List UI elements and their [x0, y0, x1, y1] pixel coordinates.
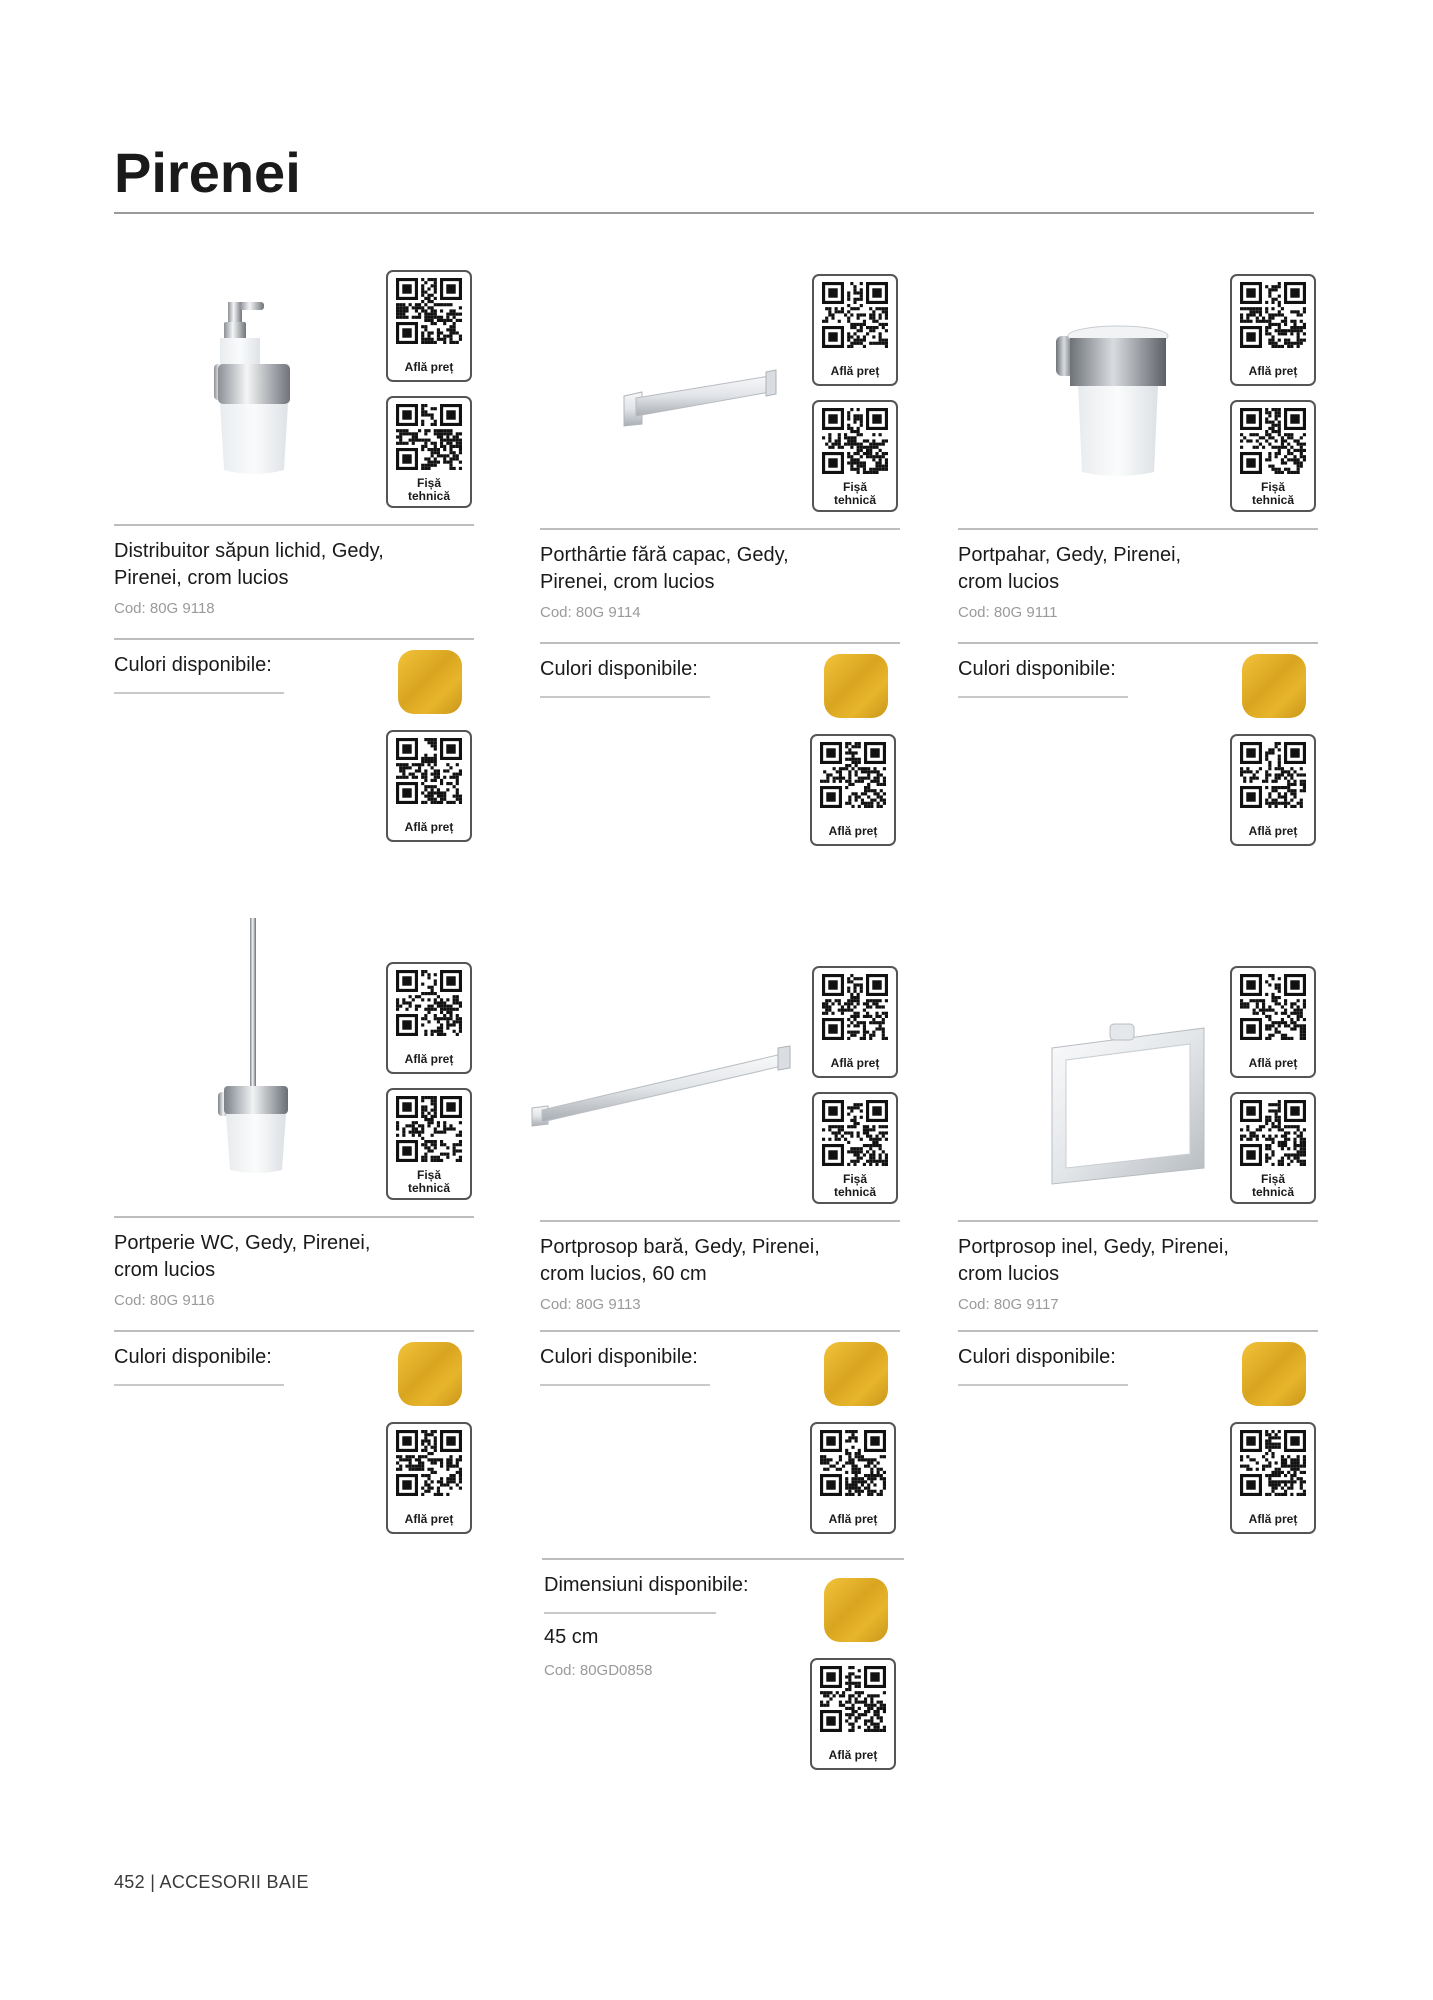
colors-underline — [114, 1384, 284, 1386]
divider — [540, 528, 900, 530]
qr-price-label: Află preț — [404, 360, 454, 374]
colors-underline — [114, 692, 284, 694]
qr-code-icon — [1240, 282, 1306, 348]
qr-code-icon — [396, 1096, 462, 1162]
qr-price-label: Află preț — [828, 1512, 878, 1526]
gold-color-swatch[interactable] — [824, 1578, 888, 1642]
qr-price[interactable] — [812, 966, 898, 1078]
qr-code-icon — [1240, 1100, 1306, 1166]
product-card — [540, 266, 920, 866]
divider — [958, 1220, 1318, 1222]
divider — [542, 1558, 904, 1560]
product-card — [958, 958, 1338, 1558]
qr-price[interactable] — [810, 734, 896, 846]
dimension-code: Cod: 80GD0858 — [544, 1662, 653, 1679]
toilet-brush-icon — [154, 914, 404, 1174]
qr-price-label: Află preț — [404, 1512, 454, 1526]
gold-color-swatch[interactable] — [824, 1342, 888, 1406]
divider — [540, 642, 900, 644]
qr-technical-sheet[interactable] — [812, 400, 898, 512]
page-title: Pirenei — [114, 141, 301, 204]
toilet-paper-holder-icon — [580, 276, 830, 496]
product-name: Porthârtie fără capac, Gedy, Pirenei, crom lucios — [540, 544, 789, 593]
product-name: Portprosop bară, Gedy, Pirenei, crom lucios, 60 cm — [540, 1236, 820, 1285]
colors-underline — [958, 1384, 1128, 1386]
divider — [114, 1330, 474, 1332]
qr-price-label: Află preț — [828, 1748, 878, 1762]
divider — [958, 528, 1318, 530]
qr-sheet-label: Fișă tehnică — [407, 476, 450, 503]
colors-label: Culori disponibile: — [540, 1346, 698, 1368]
qr-price[interactable] — [810, 1658, 896, 1770]
qr-code-icon — [1240, 974, 1306, 1040]
qr-price-label: Află preț — [828, 824, 878, 838]
qr-price[interactable] — [386, 962, 472, 1074]
qr-technical-sheet[interactable] — [386, 1088, 472, 1200]
colors-underline — [540, 696, 710, 698]
qr-sheet-label: Fișă tehnică — [407, 1168, 450, 1195]
qr-technical-sheet[interactable] — [812, 1092, 898, 1204]
qr-code-icon — [396, 970, 462, 1036]
qr-price-label: Află preț — [830, 1056, 880, 1070]
qr-code-icon — [1240, 1430, 1306, 1496]
product-name: Portperie WC, Gedy, Pirenei, crom lucios — [114, 1232, 371, 1281]
qr-price[interactable] — [812, 274, 898, 386]
product-card — [114, 954, 494, 1554]
qr-code-icon — [822, 974, 888, 1040]
colors-underline — [958, 696, 1128, 698]
qr-code-icon — [1240, 742, 1306, 808]
colors-underline — [540, 1384, 710, 1386]
colors-label: Culori disponibile: — [114, 654, 272, 676]
soap-dispenser-icon — [154, 272, 404, 492]
qr-price-label: Află preț — [1248, 364, 1298, 378]
qr-price[interactable] — [386, 730, 472, 842]
qr-code-icon — [822, 1100, 888, 1166]
towel-ring-icon — [998, 968, 1248, 1188]
product-card — [958, 266, 1338, 866]
colors-label: Culori disponibile: — [958, 658, 1116, 680]
product-code: Cod: 80G 9116 — [114, 1292, 215, 1309]
gold-color-swatch[interactable] — [398, 650, 462, 714]
qr-price-label: Află preț — [1248, 1512, 1298, 1526]
page-footer: 452 | ACCESORII BAIE — [114, 1872, 309, 1892]
qr-code-icon — [820, 742, 886, 808]
divider — [958, 642, 1318, 644]
qr-code-icon — [396, 738, 462, 804]
product-name: Distribuitor săpun lichid, Gedy, Pirenei, crom lucios — [114, 540, 384, 589]
qr-price-label: Află preț — [1248, 824, 1298, 838]
divider — [540, 1330, 900, 1332]
qr-code-icon — [396, 1430, 462, 1496]
qr-code-icon — [1240, 408, 1306, 474]
qr-price[interactable] — [1230, 734, 1316, 846]
divider — [114, 1216, 474, 1218]
product-name: Portprosop inel, Gedy, Pirenei, crom lucios — [958, 1236, 1229, 1285]
qr-price[interactable] — [386, 270, 472, 382]
qr-technical-sheet[interactable] — [1230, 400, 1316, 512]
title-divider — [114, 212, 1314, 214]
product-code: Cod: 80G 9113 — [540, 1296, 641, 1313]
qr-price[interactable] — [1230, 966, 1316, 1078]
dimension-value: 45 cm — [544, 1626, 599, 1648]
qr-price-label: Află preț — [830, 364, 880, 378]
qr-code-icon — [396, 278, 462, 344]
product-code: Cod: 80G 9117 — [958, 1296, 1059, 1313]
colors-label: Culori disponibile: — [958, 1346, 1116, 1368]
qr-code-icon — [820, 1666, 886, 1732]
gold-color-swatch[interactable] — [1242, 654, 1306, 718]
qr-code-icon — [820, 1430, 886, 1496]
qr-sheet-label: Fișă tehnică — [1251, 1172, 1294, 1199]
qr-price[interactable] — [386, 1422, 472, 1534]
qr-price-label: Află preț — [1248, 1056, 1298, 1070]
qr-technical-sheet[interactable] — [1230, 1092, 1316, 1204]
qr-price[interactable] — [810, 1422, 896, 1534]
qr-sheet-label: Fișă tehnică — [833, 1172, 876, 1199]
colors-label: Culori disponibile: — [540, 658, 698, 680]
product-code: Cod: 80G 9118 — [114, 600, 215, 617]
towel-bar-icon — [512, 968, 812, 1188]
qr-price[interactable] — [1230, 274, 1316, 386]
gold-color-swatch[interactable] — [1242, 1342, 1306, 1406]
qr-price-label: Află preț — [404, 1052, 454, 1066]
dimensions-label: Dimensiuni disponibile: — [544, 1574, 749, 1596]
divider — [114, 638, 474, 640]
product-card — [540, 958, 920, 1558]
qr-price-label: Află preț — [404, 820, 454, 834]
product-name: Portpahar, Gedy, Pirenei, crom lucios — [958, 544, 1182, 593]
tumbler-holder-icon — [998, 276, 1248, 496]
dimensions-underline — [544, 1612, 716, 1614]
divider — [114, 524, 474, 526]
qr-sheet-label: Fișă tehnică — [833, 480, 876, 507]
product-code: Cod: 80G 9114 — [540, 604, 641, 621]
divider — [958, 1330, 1318, 1332]
qr-technical-sheet[interactable] — [386, 396, 472, 508]
product-code: Cod: 80G 9111 — [958, 604, 1058, 621]
product-card — [114, 262, 494, 862]
qr-price[interactable] — [1230, 1422, 1316, 1534]
qr-code-icon — [822, 282, 888, 348]
divider — [540, 1220, 900, 1222]
qr-code-icon — [822, 408, 888, 474]
qr-code-icon — [396, 404, 462, 470]
gold-color-swatch[interactable] — [824, 654, 888, 718]
colors-label: Culori disponibile: — [114, 1346, 272, 1368]
qr-sheet-label: Fișă tehnică — [1251, 480, 1294, 507]
gold-color-swatch[interactable] — [398, 1342, 462, 1406]
